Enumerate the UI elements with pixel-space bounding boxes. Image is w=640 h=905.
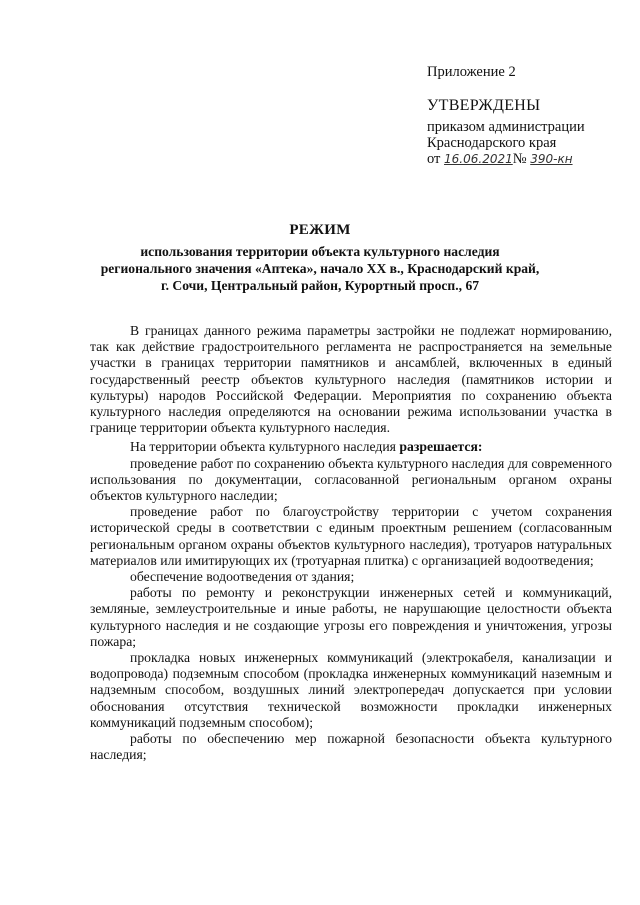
allowed-lead: На территории объекта культурного наследия: [130, 439, 400, 455]
approval-date-line: [427, 151, 585, 167]
list-item: работы по обеспечению мер пожарной безопасности объекта культурного наследия;: [90, 731, 612, 763]
title-main: РЕЖИМ: [289, 222, 351, 238]
allowed-bold: разрешается:: [399, 439, 483, 455]
list-item: работы по ремонту и реконструкции инженерных сетей и коммуникаций, земляные, землеустроительные и иные работы, не нарушающие целостности объекта культурного наследия и не создающие угрозы его повреждения и уничтожения, угрозы пожара;: [90, 585, 612, 649]
title-line-1: использования территории объекта культурного наследия: [140, 244, 500, 259]
paragraph-allowed-heading: [90, 439, 612, 455]
handwritten-date: 16.06.2021: [444, 152, 513, 166]
number-label: №: [512, 151, 527, 167]
approval-line-1: приказом администрации: [427, 119, 585, 135]
approval-heading: УТВЕРЖДЕНЫ: [427, 97, 541, 114]
title-line-2: регионального значения «Аптека», начало XX в., Краснодарский край,: [100, 261, 540, 276]
paragraph-intro: В границах данного режима параметры застройки не подлежат нормированию, так как действие градостроительного регламента не распространяется на земельные участки в границах территории памятников и ансамблей, включенных в единый государственный реестр объектов культурного наследия (памятников истории и культуры) народов Российской Федерации. Мероприятия по сохранению объекта культурного наследия определяются на основании режима использовании участка в границе территории объекта культурного наследия.: [90, 323, 612, 436]
document-title: [90, 222, 550, 294]
list-item: проведение работ по сохранению объекта культурного наследия для современного использования по документации, согласованной региональным органом охраны объектов культурного наследии;: [90, 455, 612, 504]
list-item: прокладка новых инженерных коммуникаций (электрокабеля, канализации и водопровода) подземным способом (прокладка инженерных коммуникаций наземным и надземным способом, воздушных линий электропередач допускается при условии обоснования отсутствия технической возможности прокладки инженерных коммуникаций подземным способом);: [90, 650, 612, 730]
document-body: [90, 323, 612, 763]
approval-line-2: Краснодарского края: [427, 135, 557, 151]
handwritten-number: 390-кн: [530, 152, 573, 166]
list-item: проведение работ по благоустройству территории с учетом сохранения исторической среды в соответствии с единым проектным решением (согласованным региональным органом охраны объектов культурного наследия), тротуаров натуральных материалов или имитирующих их (тротуарная плитка) с организацией водоотведения;: [90, 504, 612, 568]
approval-block: [427, 98, 585, 167]
from-label: от: [427, 151, 441, 167]
list-item: обеспечение водоотведения от здания;: [130, 569, 355, 585]
title-line-3: г. Сочи, Центральный район, Курортный просп., 67: [160, 278, 480, 293]
appendix-label: Приложение 2: [427, 64, 516, 80]
